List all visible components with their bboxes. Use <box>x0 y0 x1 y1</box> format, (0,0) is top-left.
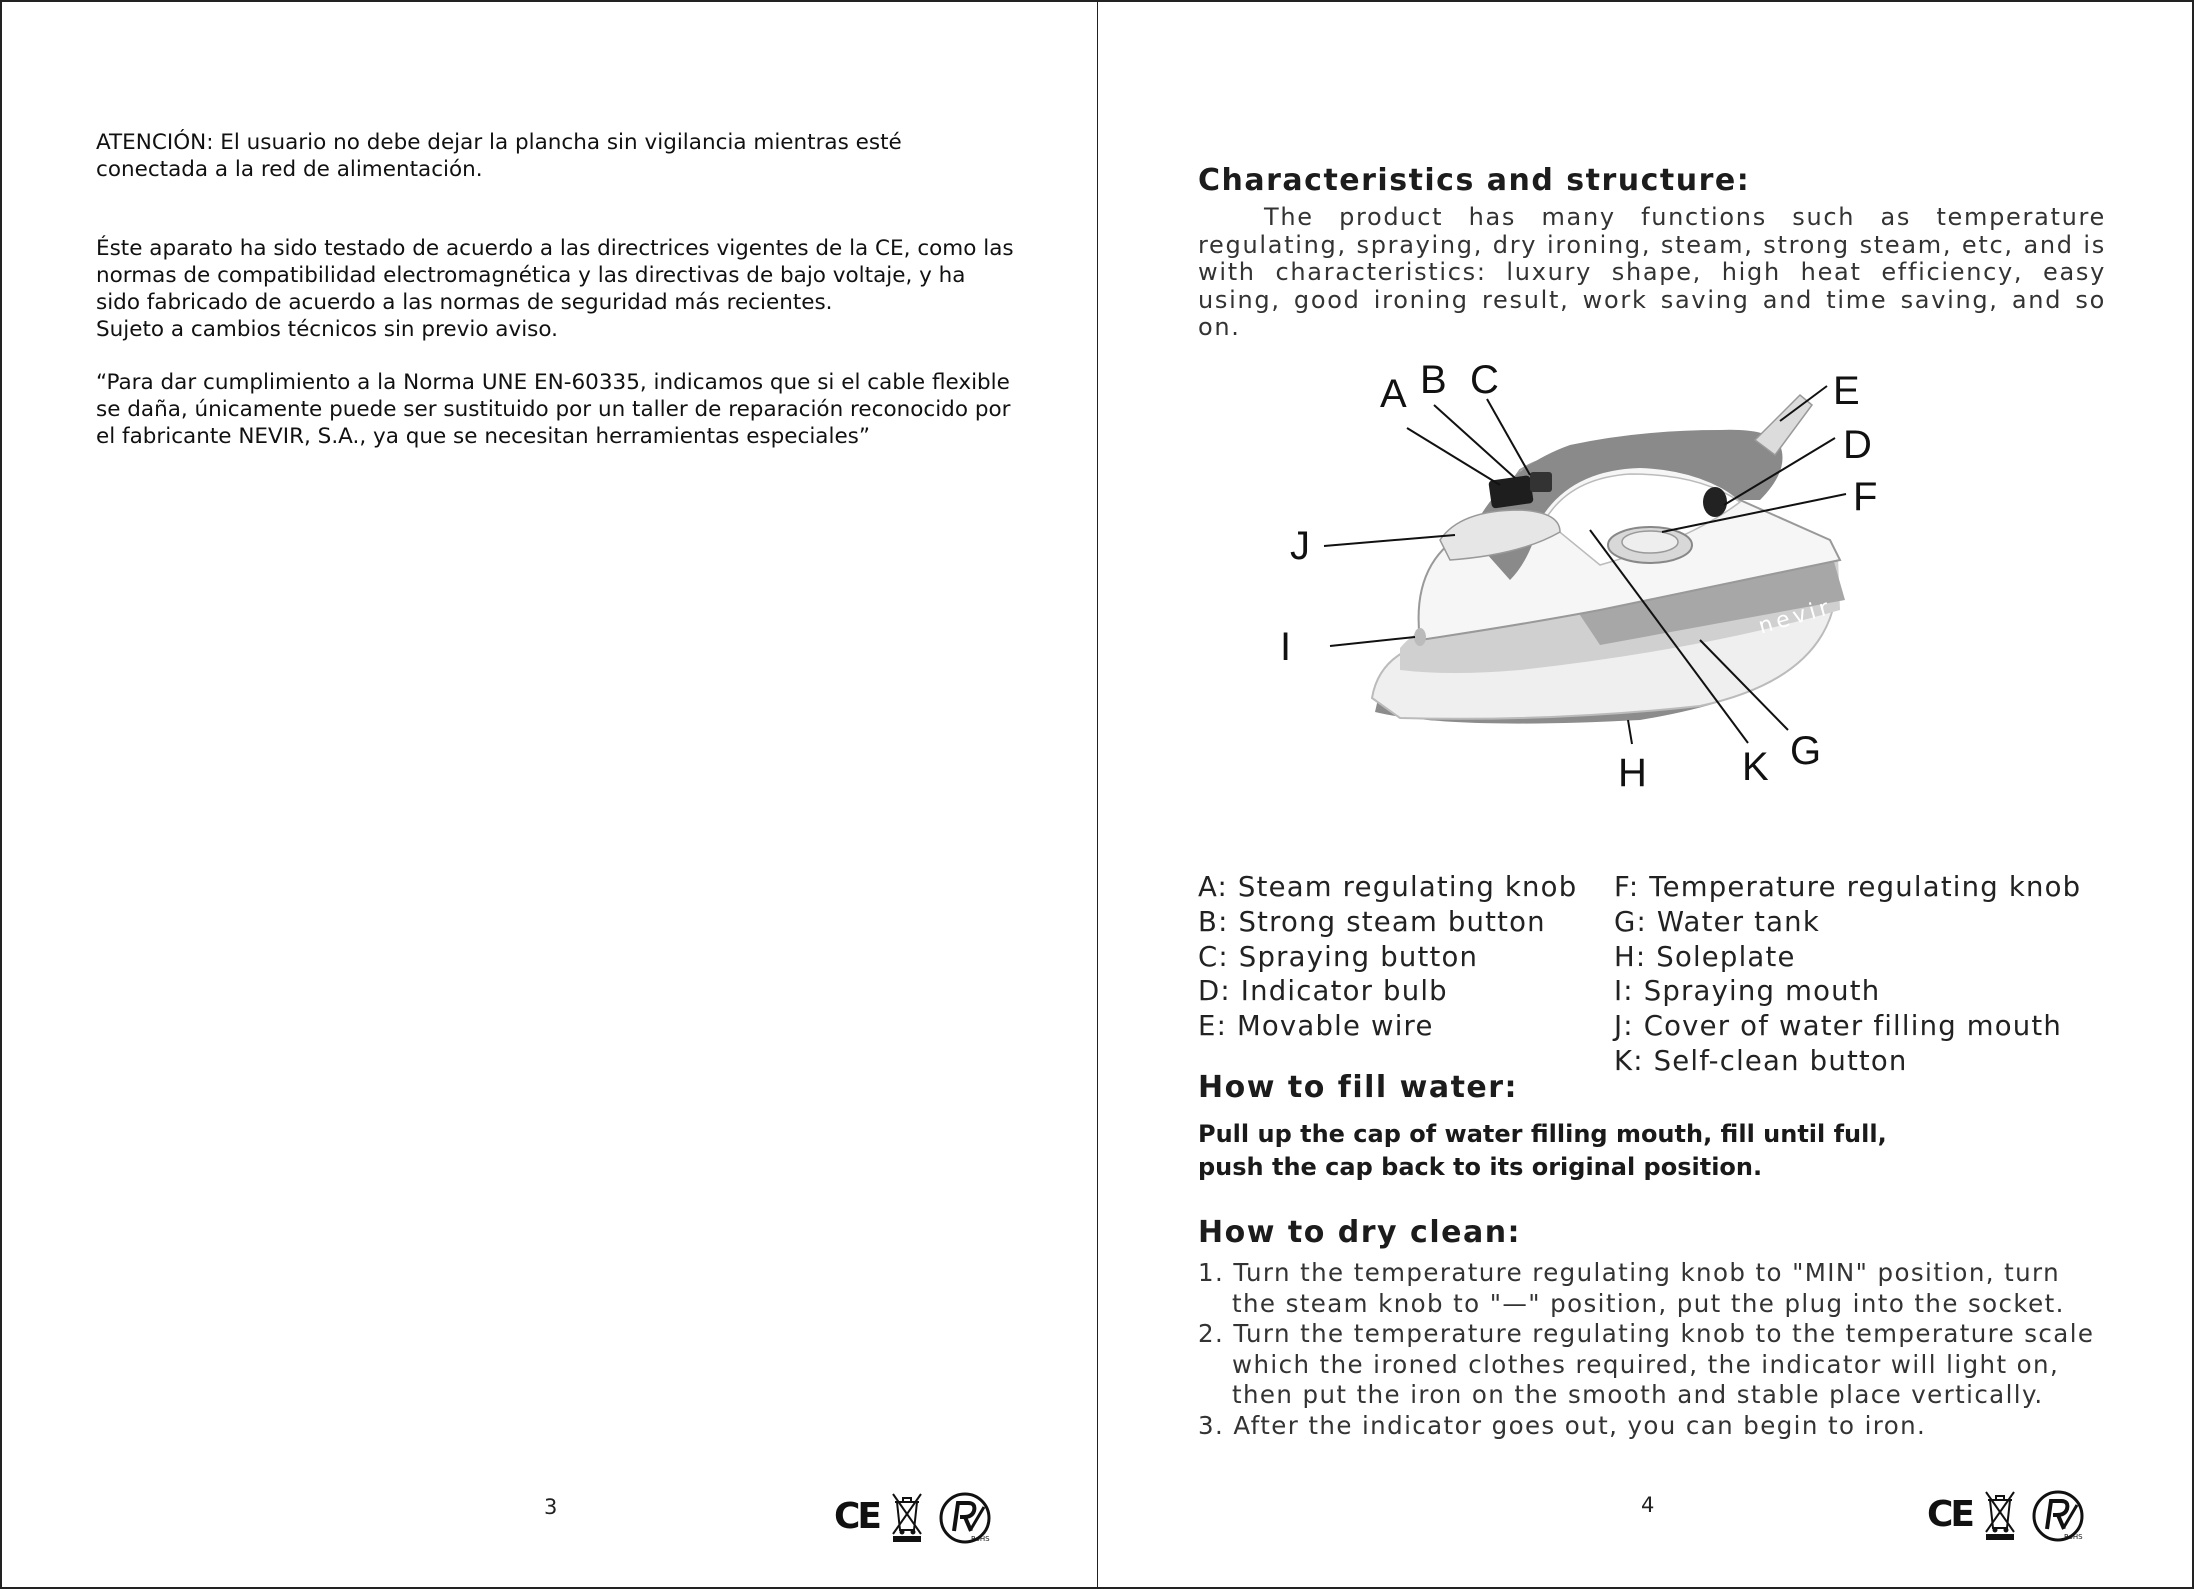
dry-clean-step: 3. After the indicator goes out, you can begin to iron. <box>1198 1410 1927 1440</box>
norma-paragraph: “Para dar cumplimiento a la Norma UNE EN-60335, indicamos que si el cable flexible se daña, únicamente puede ser sustituido por un taller de reparación reconocido por el fabricante NEVIR, S.A., ya que se necesitan herramientas especiales” <box>96 370 1011 449</box>
label-g: G <box>1790 729 1822 773</box>
legend-item: D: Indicator bulb <box>1198 975 1448 1008</box>
fill-water-instructions <box>1198 1118 1887 1184</box>
dry-clean-steps <box>1198 1258 2103 1441</box>
legend-item: F: Temperature regulating knob <box>1614 871 2082 903</box>
dry-clean-heading: How to dry clean: <box>1198 1215 1522 1250</box>
label-b: B <box>1420 358 1447 402</box>
legend-item: B: Strong steam button <box>1198 905 1546 938</box>
dry-clean-step: 1. Turn the temperature regulating knob to "MIN" position, turn the steam knob to "—" position, put the plug into the socket. <box>1198 1258 2065 1318</box>
rohs-label: RoHS <box>971 1535 990 1543</box>
rohs-icon <box>2031 1489 2085 1543</box>
warning-paragraph: ATENCIÓN: El usuario no debe dejar la plancha sin vigilancia mientras esté conectada a la red de alimentación. <box>96 130 902 182</box>
spraying-mouth <box>1414 628 1426 646</box>
technical-changes-text: Sujeto a cambios técnicos sin previo aviso. <box>96 317 558 342</box>
legend-item: G: Water tank <box>1614 905 1820 938</box>
label-i: I <box>1280 625 1292 669</box>
compliance-text: Éste aparato ha sido testado de acuerdo a las directrices vigentes de la CE, como las normas de compatibilidad electromagnética y las directivas de bajo voltaje, y ha sido fabricado de acuerdo a las normas de seguridad más recientes. <box>96 236 1014 315</box>
label-h: H <box>1618 751 1647 795</box>
label-a: A <box>1380 372 1407 416</box>
parts-legend-left <box>1198 870 1577 1044</box>
rohs-label: RoHS <box>2064 1533 2083 1541</box>
label-j: J <box>1290 524 1310 568</box>
legend-item: H: Soleplate <box>1614 940 1796 973</box>
characteristics-paragraph <box>1198 204 2106 342</box>
page-number: 4 <box>1641 1493 1655 1517</box>
label-e: E <box>1833 369 1860 413</box>
legend-item: K: Self-clean button <box>1614 1044 1908 1077</box>
legend-item: A: Steam regulating knob <box>1198 871 1578 903</box>
label-k: K <box>1742 745 1769 789</box>
fill-line: Pull up the cap of water filling mouth, fill until full, <box>1198 1120 1887 1148</box>
compliance-paragraph <box>96 235 1016 343</box>
fill-line: push the cap back to its original position. <box>1198 1153 1763 1181</box>
page-number: 3 <box>544 1495 558 1519</box>
label-c: C <box>1470 358 1499 402</box>
weee-bin-icon <box>890 1490 924 1542</box>
rohs-icon <box>938 1491 992 1545</box>
spraying-button <box>1530 472 1552 492</box>
legend-item: E: Movable wire <box>1198 1010 1434 1043</box>
strong-steam-button <box>1488 475 1533 509</box>
legend-item: I: Spraying mouth <box>1614 975 1881 1008</box>
legend-item: J: Cover of water filling mouth <box>1614 1010 2063 1043</box>
legend-item: C: Spraying button <box>1198 940 1479 973</box>
iron-diagram <box>1270 350 1878 810</box>
characteristics-heading: Characteristics and structure: <box>1198 163 1751 198</box>
dry-clean-step: 2. Turn the temperature regulating knob to the temperature scale which the ironed clothes required, the indicator will light on, then put the iron on the smooth and stable place vertically. <box>1198 1319 2095 1409</box>
brand-logo: nevir <box>1755 594 1836 640</box>
parts-legend-right <box>1614 870 2081 1079</box>
label-f: F <box>1853 475 1878 519</box>
weee-bin-icon <box>1983 1488 2017 1540</box>
characteristics-text: The product has many functions such as temperature regulating, spraying, dry ironing, steam, strong steam, etc, and is with characteristics: luxury shape, high heat efficiency, easy using, good ironing result, work saving and time saving, and so on. <box>1198 203 2106 341</box>
ce-mark: CE <box>1927 1494 1973 1535</box>
label-d: D <box>1843 423 1872 467</box>
fill-water-heading: How to fill water: <box>1198 1070 1519 1105</box>
indicator-bulb <box>1703 487 1727 517</box>
ce-mark: CE <box>834 1496 880 1537</box>
